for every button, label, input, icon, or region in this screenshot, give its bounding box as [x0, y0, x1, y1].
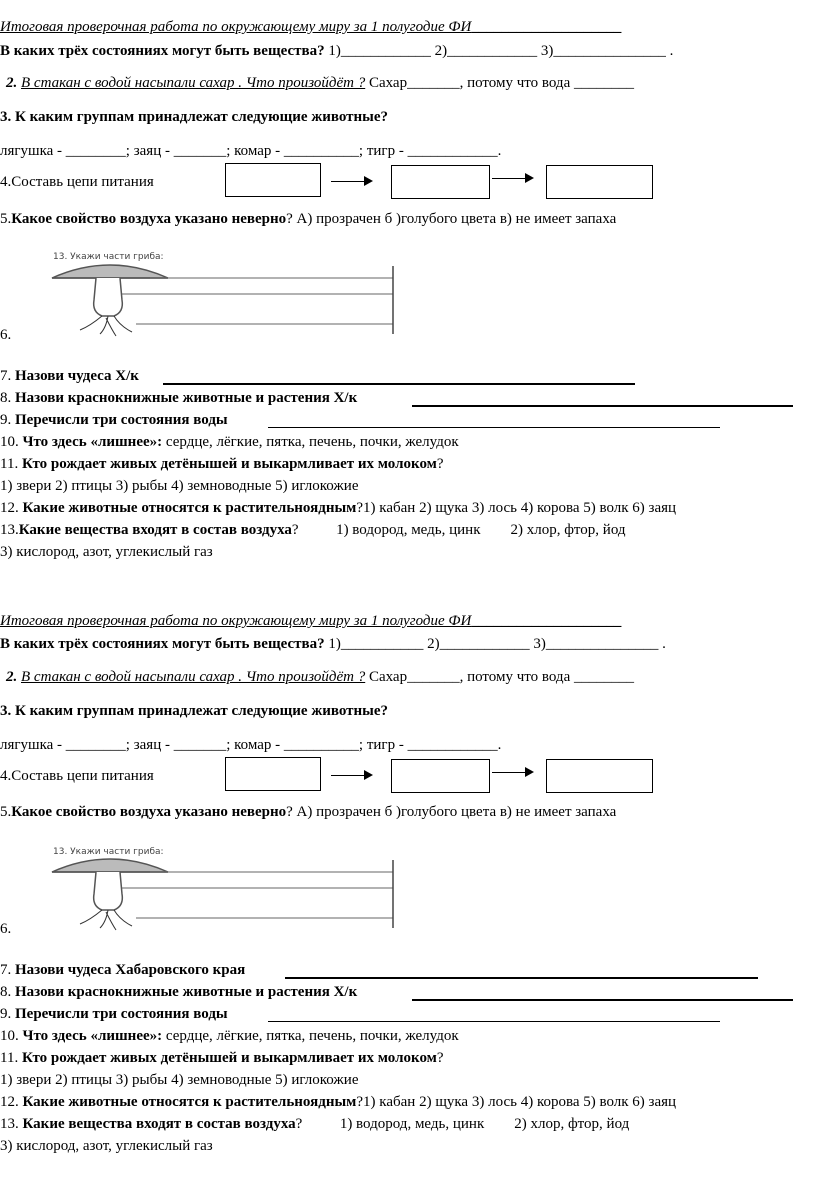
- food-chain-box-3[interactable]: [546, 165, 653, 199]
- question-7: 7. Назови чудеса Х/к: [0, 368, 139, 384]
- figure-caption: 13. Укажи части гриба:: [53, 847, 164, 857]
- animals-line[interactable]: лягушка - ________; заяц - _______; комар - __________; тигр - ____________.: [0, 737, 502, 753]
- question-13-options[interactable]: 3) кислород, азот, углекислый газ: [0, 544, 213, 560]
- question-12: 12. Какие животные относятся к растительноядным?1) кабан 2) щука 3) лось 4) корова 5) волк 6) заяц: [0, 500, 677, 516]
- answer-blanks[interactable]: 1)___________ 2)____________ 3)_______________ .: [328, 636, 666, 652]
- question-9: 9. Перечисли три состояния воды: [0, 412, 228, 428]
- question-8: 8. Назови краснокнижные животные и растения Х/к: [0, 390, 358, 406]
- question-13: 13.Какие вещества входят в состав воздуха? 1) водород, медь, цинк 2) хлор, фтор, йод: [0, 522, 626, 538]
- worksheet-title: Итоговая проверочная работа по окружающему миру за 1 полугодие ФИ____________________: [0, 613, 622, 629]
- question-13-options[interactable]: 3) кислород, азот, углекислый газ: [0, 1138, 213, 1154]
- answer-blanks[interactable]: 1)____________ 2)____________ 3)_______________ .: [328, 43, 674, 59]
- answer-line[interactable]: [285, 977, 758, 979]
- question-10: 10. Что здесь «лишнее»: сердце, лёгкие, пятка, печень, почки, желудок: [0, 1028, 459, 1044]
- question-6: 6.: [0, 921, 12, 937]
- food-chain-box-1[interactable]: [225, 757, 321, 791]
- arrow-icon: [331, 181, 371, 182]
- question-13: 13. Какие вещества входят в состав воздуха? 1) водород, медь, цинк 2) хлор, фтор, йод: [0, 1116, 630, 1132]
- question-11: 11. Кто рождает живых детёнышей и выкармливает их молоком?: [0, 456, 444, 472]
- question-8: 8. Назови краснокнижные животные и растения Х/к: [0, 984, 358, 1000]
- question-4: 4.Составь цепи питания: [0, 174, 154, 190]
- answer-line[interactable]: [412, 999, 793, 1001]
- food-chain-box-2[interactable]: [391, 759, 490, 793]
- figure-caption: 13. Укажи части гриба:: [53, 252, 164, 262]
- question-3: 3. К каким группам принадлежат следующие животные?: [0, 109, 389, 125]
- question-11-options[interactable]: 1) звери 2) птицы 3) рыбы 4) земноводные 5) иглокожие: [0, 478, 359, 494]
- question-7: 7. Назови чудеса Хабаровского края: [0, 962, 246, 978]
- question-5: 5.Какое свойство воздуха указано неверно? А) прозрачен б )голубого цвета в) не имеет запаха: [0, 804, 617, 820]
- worksheet-title: Итоговая проверочная работа по окружающему миру за 1 полугодие ФИ____________________: [0, 19, 622, 35]
- question-4: 4.Составь цепи питания: [0, 768, 154, 784]
- arrow-icon: [492, 178, 532, 179]
- answer-line[interactable]: [268, 427, 720, 428]
- mushroom-diagram: [50, 852, 400, 932]
- question-9: 9. Перечисли три состояния воды: [0, 1006, 228, 1022]
- question-10: 10. Что здесь «лишнее»: сердце, лёгкие, пятка, печень, почки, желудок: [0, 434, 459, 450]
- question-1: В каких трёх состояниях могут быть вещества? 1)___________ 2)____________ 3)_______________ .: [0, 636, 666, 652]
- question-3: 3. К каким группам принадлежат следующие животные?: [0, 703, 389, 719]
- arrow-icon: [331, 775, 371, 776]
- food-chain-box-2[interactable]: [391, 165, 490, 199]
- arrow-icon: [492, 772, 532, 773]
- question-6: 6.: [0, 327, 12, 343]
- answer-line[interactable]: [268, 1021, 720, 1022]
- question-2: 2. В стакан с водой насыпали сахар . Что произойдёт ? Сахар_______, потому что вода ________: [6, 669, 634, 685]
- question-11: 11. Кто рождает живых детёнышей и выкармливает их молоком?: [0, 1050, 444, 1066]
- food-chain-box-3[interactable]: [546, 759, 653, 793]
- question-11-options[interactable]: 1) звери 2) птицы 3) рыбы 4) земноводные 5) иглокожие: [0, 1072, 359, 1088]
- question-2: 2. В стакан с водой насыпали сахар . Что произойдёт ? Сахар_______, потому что вода ________: [6, 75, 634, 91]
- animals-line[interactable]: лягушка - ________; заяц - _______; комар - __________; тигр - ____________.: [0, 143, 502, 159]
- question-12: 12. Какие животные относятся к растительноядным?1) кабан 2) щука 3) лось 4) корова 5) волк 6) заяц: [0, 1094, 677, 1110]
- question-1: В каких трёх состояниях могут быть вещества? 1)____________ 2)____________ 3)_______________ .: [0, 43, 674, 59]
- mushroom-diagram: [50, 258, 400, 338]
- answer-line[interactable]: [412, 405, 793, 407]
- question-5: 5.Какое свойство воздуха указано неверно? А) прозрачен б )голубого цвета в) не имеет запаха: [0, 211, 617, 227]
- answer-line[interactable]: [163, 383, 635, 385]
- food-chain-box-1[interactable]: [225, 163, 321, 197]
